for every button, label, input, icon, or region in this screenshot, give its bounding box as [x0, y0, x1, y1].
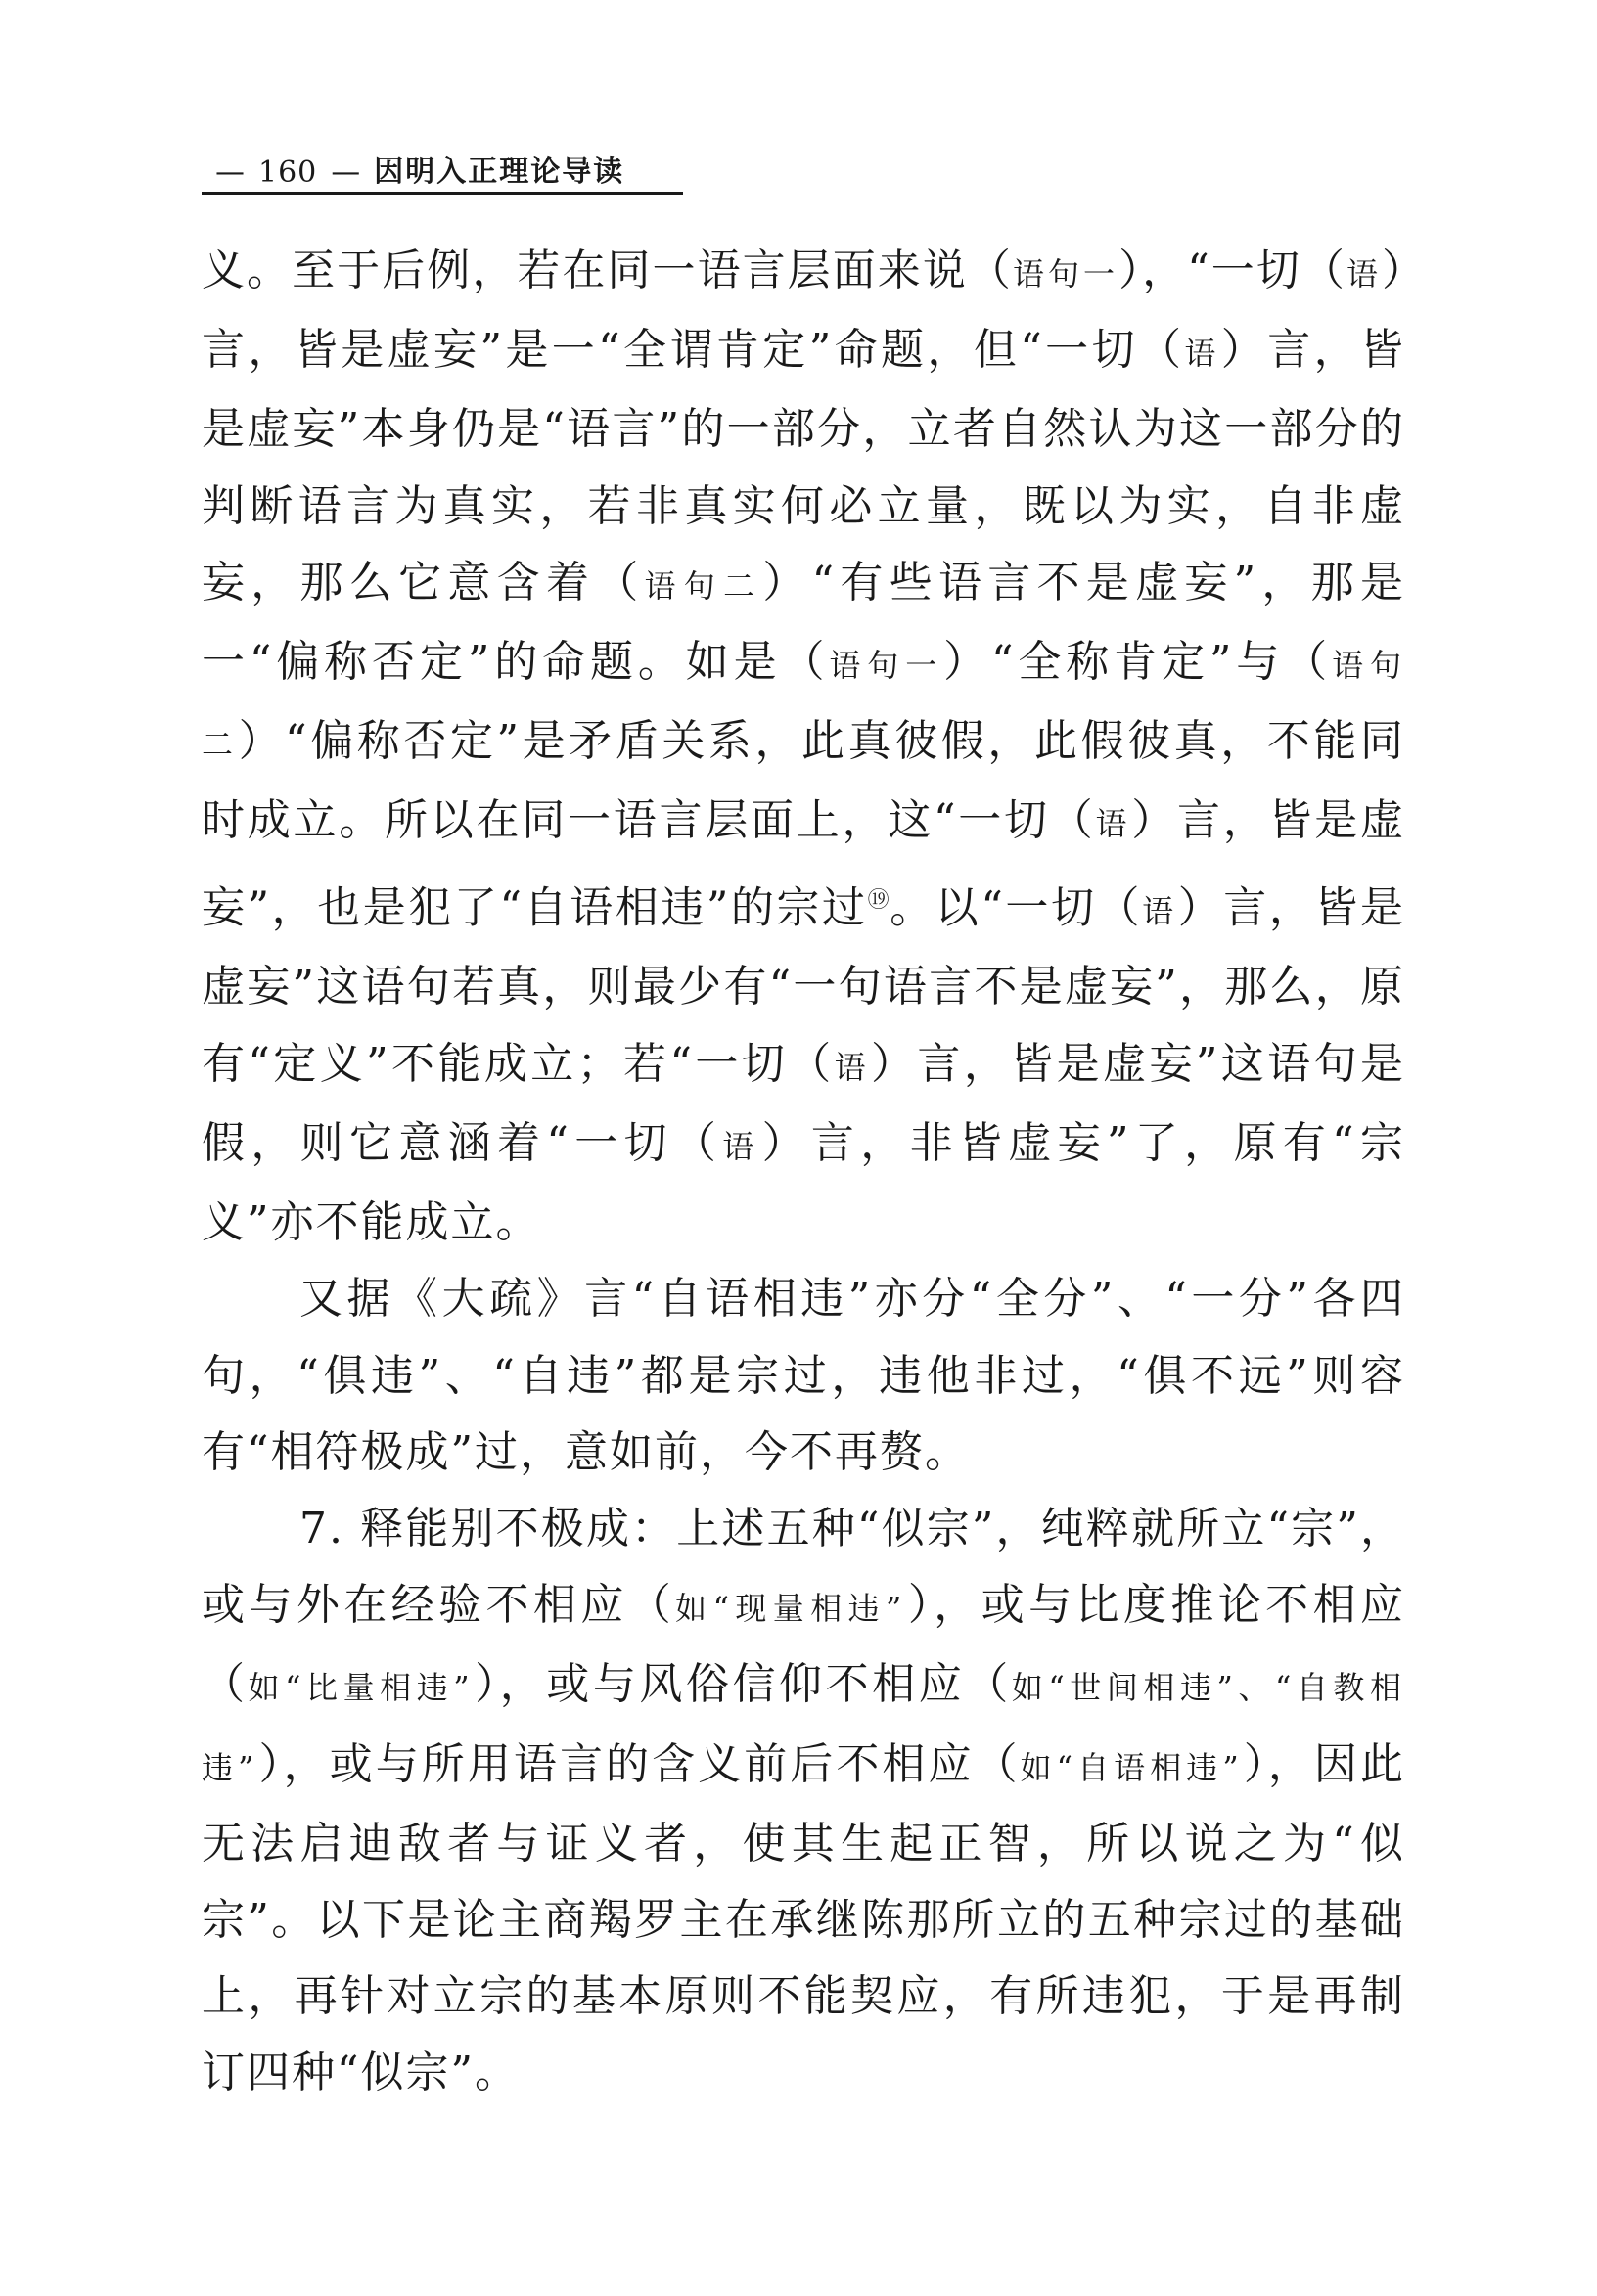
paragraph-1 [202, 233, 1405, 1261]
note-run: 语 [1095, 805, 1132, 843]
text-run: ）“有些语言不是虚妄”，那是一“偏称否定”的命题。如是（ [202, 557, 1405, 688]
text-run: ）言，皆是虚妄”，也是犯了“自语相违”的宗过 [202, 795, 1405, 933]
text-run: ）言，皆是虚妄”本身仍是“语言”的一部分，立者自然认为这一部分的判断语言为真实，若非真实何必立量，既以为实，自非虚妄，那么它意含着（ [202, 325, 1406, 608]
note-run: 语 [1184, 335, 1221, 373]
note-run: 如“比量相违” [248, 1669, 474, 1707]
note-run: 语句二 [202, 647, 1405, 764]
text-run: ），“一切（ [1118, 246, 1346, 295]
paragraph-2: 又据《大疏》言“自语相违”亦分“全分”、“一分”各四句，“俱违”、“自违”都是宗过，违他非过，“俱不远”则容有“相符极成”过，意如前，今不再赘。 [202, 1274, 1405, 1477]
note-run: 如“自语相违” [1020, 1748, 1243, 1786]
note-run: 语 [834, 1048, 872, 1086]
text-run: ）言，皆是虚妄”这语句若真，则最少有“一句语言不是虚妄”，那么，原有“定义”不能成立；若“一切（ [202, 882, 1405, 1089]
note-run: 语 [1346, 255, 1382, 293]
running-header [202, 135, 683, 190]
footnote-marker[interactable]: ⑲ [867, 887, 890, 913]
text-run: ）“偏称否定”是矛盾关系，此真彼假，此假彼真，不能同时成立。所以在同一语言层面上，这“一切（ [202, 716, 1405, 846]
header-dash-left: — [215, 156, 245, 190]
text-run: ），因此无法启迪敌者与证义者，使其生起正智，所以说之为“似宗”。以下是论主商羯罗主在承继陈那所立的五种宗过的基础上，再针对立宗的基本原则不能契应，有所违犯，于是再制订四种“似宗”。 [202, 1738, 1405, 2098]
note-run: 语 [722, 1127, 762, 1165]
page-number: 160 [258, 156, 318, 190]
text-run: 义。至于后例，若在同一语言层面来说（ [202, 246, 1013, 295]
text-run: ）言，非皆虚妄”了，原有“宗义”亦不能成立。 [202, 1117, 1405, 1248]
note-run: 语句一 [1012, 255, 1119, 293]
note-run: 语句二 [644, 566, 763, 605]
text-run: ）言，皆是虚妄”这语句是假，则它意涵着“一切（ [202, 1038, 1405, 1168]
paragraph-3 [202, 1491, 1405, 2112]
text-run: 7. 释能别不极成：上述五种“似宗”，纯粹就所立“宗”，或与外在经验不相应（ [202, 1503, 1405, 1631]
note-run: 如“世间相违”、“自教相违” [202, 1669, 1405, 1786]
header-dash-right: — [331, 156, 361, 190]
text-run: 。以“一切（ [890, 882, 1143, 933]
text-run: ）言，皆是虚妄”是一“全谓肯定”命题，但“一切（ [202, 246, 1405, 376]
book-title: 因明入正理论导读 [374, 155, 625, 189]
text-run: ），或与风俗信仰不相应（ [473, 1659, 1012, 1710]
header-rule [202, 192, 683, 195]
page-body [202, 233, 1405, 2112]
text-run: ），或与所用语言的含义前后不相应（ [257, 1738, 1021, 1789]
note-run: 如“现量相违” [675, 1590, 906, 1628]
note-run: 语 [1142, 892, 1178, 930]
note-run: 语句一 [829, 647, 944, 685]
text-run: ），或与比度推论不相应（ [202, 1580, 1405, 1710]
text-run: ）“全称肯定”与（ [943, 637, 1333, 688]
